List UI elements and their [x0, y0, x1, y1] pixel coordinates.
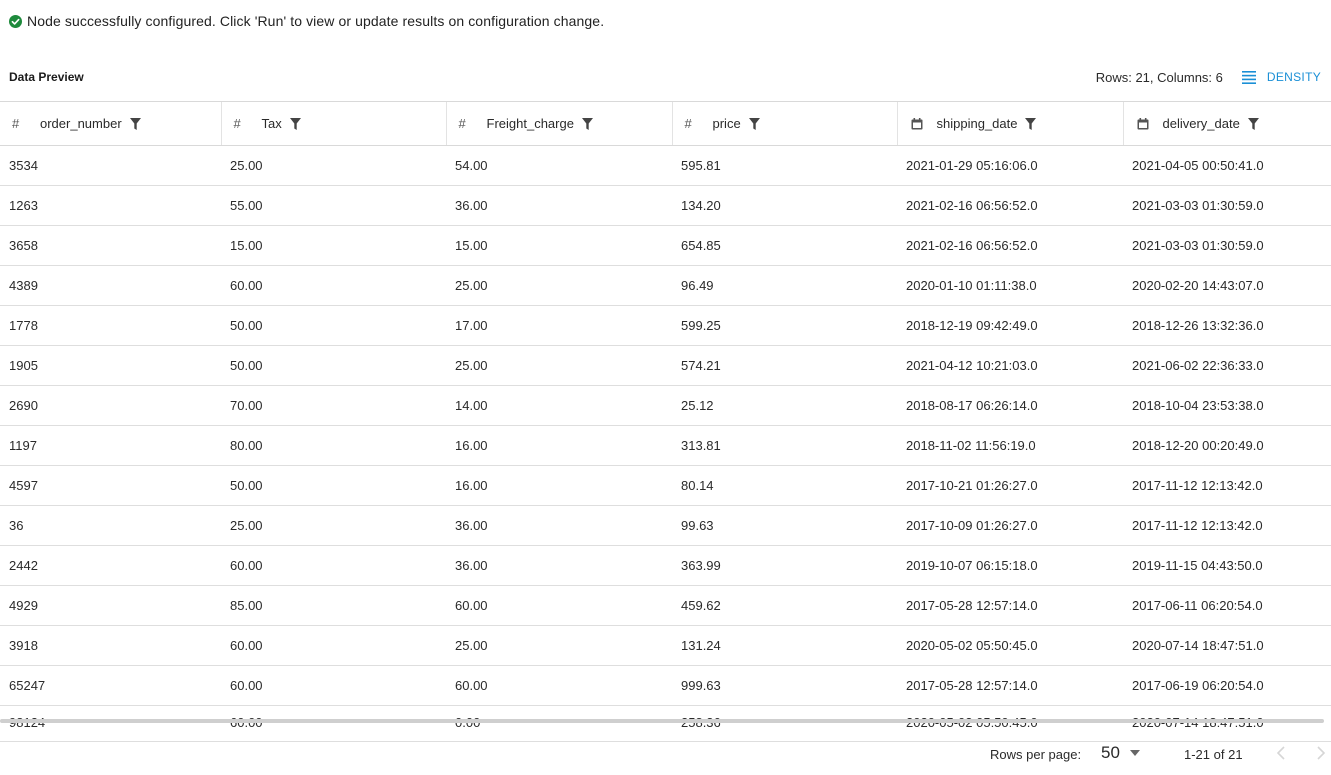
- table-cell: 2019-11-15 04:43:50.0: [1123, 546, 1331, 586]
- column-name: price: [712, 116, 741, 131]
- table-cell: 70.00: [221, 386, 446, 426]
- table-cell: 2021-02-16 06:56:52.0: [897, 186, 1123, 226]
- filter-icon[interactable]: [130, 118, 141, 130]
- table-cell: [0, 706, 221, 742]
- table-cell: 131.24: [672, 626, 897, 666]
- page-range: 1-21 of 21: [1184, 747, 1243, 762]
- table-cell: 25.00: [221, 146, 446, 186]
- table-cell: 14.00: [446, 386, 672, 426]
- table-cell: 60.00: [446, 586, 672, 626]
- table-cell: 96.49: [672, 266, 897, 306]
- table-cell: 1905: [0, 346, 221, 386]
- chevron-down-icon: [1130, 750, 1140, 756]
- table-cell: 2021-04-05 00:50:41.0: [1123, 146, 1331, 186]
- table-cell: 99.63: [672, 506, 897, 546]
- table-row[interactable]: [0, 506, 1331, 546]
- table-cell: 3918: [0, 626, 221, 666]
- table-cell: 3658: [0, 226, 221, 266]
- table-cell: 1197: [0, 426, 221, 466]
- table-cell: [1123, 706, 1331, 742]
- table-cell: [221, 706, 446, 742]
- table-cell: [672, 706, 897, 742]
- column-header-shipping-date[interactable]: [897, 102, 1123, 146]
- table-cell: 2017-11-12 12:13:42.0: [1123, 506, 1331, 546]
- table-row[interactable]: [0, 226, 1331, 266]
- table-cell: 15.00: [221, 226, 446, 266]
- table-cell: 4389: [0, 266, 221, 306]
- next-page-icon[interactable]: [1316, 746, 1326, 760]
- table-cell: 2020-07-14 18:47:51.0: [1123, 626, 1331, 666]
- filter-icon[interactable]: [290, 118, 301, 130]
- density-label: DENSITY: [1266, 70, 1321, 84]
- table-row[interactable]: [0, 346, 1331, 386]
- table-cell: 2442: [0, 546, 221, 586]
- table-cell: 313.81: [672, 426, 897, 466]
- table-header-row: [0, 102, 1331, 146]
- column-header-content: [1133, 116, 1331, 131]
- table-cell: 25.00: [446, 626, 672, 666]
- check-circle-icon: [9, 15, 22, 28]
- density-button[interactable]: [1242, 70, 1321, 84]
- table-cell: 50.00: [221, 466, 446, 506]
- table-cell: 2017-10-09 01:26:27.0: [897, 506, 1123, 546]
- table-cell: 15.00: [446, 226, 672, 266]
- table-cell: 25.00: [446, 346, 672, 386]
- table-cell: 80.14: [672, 466, 897, 506]
- table-cell: 1263: [0, 186, 221, 226]
- table-cell: 25.00: [221, 506, 446, 546]
- table-cell: 2017-11-12 12:13:42.0: [1123, 466, 1331, 506]
- table-cell: 54.00: [446, 146, 672, 186]
- table-cell: 2020-02-20 14:43:07.0: [1123, 266, 1331, 306]
- table-cell: 4597: [0, 466, 221, 506]
- table-cell: 2019-10-07 06:15:18.0: [897, 546, 1123, 586]
- table-cell: 2018-12-26 13:32:36.0: [1123, 306, 1331, 346]
- table-pagination: [0, 738, 1331, 772]
- horizontal-scrollbar[interactable]: [0, 719, 1324, 723]
- status-message: [9, 12, 604, 30]
- table-cell: 2018-10-04 23:53:38.0: [1123, 386, 1331, 426]
- table-cell: 2021-03-03 01:30:59.0: [1123, 226, 1331, 266]
- data-table-container[interactable]: [0, 101, 1331, 722]
- table-cell: 36: [0, 506, 221, 546]
- table-row[interactable]: [0, 466, 1331, 506]
- table-cell: 2021-02-16 06:56:52.0: [897, 226, 1123, 266]
- density-icon: [1242, 71, 1256, 84]
- table-cell: 2017-10-21 01:26:27.0: [897, 466, 1123, 506]
- column-header-order-number[interactable]: [0, 102, 221, 146]
- filter-icon[interactable]: [749, 118, 760, 130]
- table-cell: 36.00: [446, 506, 672, 546]
- table-cell: 595.81: [672, 146, 897, 186]
- column-name: order_number: [40, 116, 122, 131]
- table-row[interactable]: [0, 386, 1331, 426]
- table-cell: 574.21: [672, 346, 897, 386]
- data-preview-title: Data Preview: [9, 70, 84, 84]
- rows-per-page-select[interactable]: [1101, 743, 1140, 763]
- table-cell: 17.00: [446, 306, 672, 346]
- data-preview-header: [0, 58, 1331, 96]
- column-header-content: [907, 116, 1123, 131]
- table-cell: 2020-05-02 05:50:45.0: [897, 626, 1123, 666]
- data-table: [0, 102, 1331, 742]
- column-header-content: [682, 116, 897, 131]
- table-cell: 36.00: [446, 186, 672, 226]
- table-cell: 1778: [0, 306, 221, 346]
- table-cell: 2020-01-10 01:11:38.0: [897, 266, 1123, 306]
- filter-icon[interactable]: [1248, 118, 1259, 130]
- column-name: delivery_date: [1162, 116, 1240, 131]
- table-cell: 60.00: [221, 666, 446, 706]
- column-header-price[interactable]: [672, 102, 897, 146]
- table-cell: 60.00: [221, 626, 446, 666]
- table-cell: 2018-11-02 11:56:19.0: [897, 426, 1123, 466]
- numeric-type-icon: #: [233, 116, 241, 131]
- table-cell: 16.00: [446, 426, 672, 466]
- table-row[interactable]: [0, 186, 1331, 226]
- table-cell: [446, 706, 672, 742]
- table-cell: 2018-12-19 09:42:49.0: [897, 306, 1123, 346]
- numeric-type-icon: #: [12, 116, 20, 131]
- column-header-content: [231, 116, 446, 131]
- table-cell: 2021-03-03 01:30:59.0: [1123, 186, 1331, 226]
- table-cell: 2017-06-19 06:20:54.0: [1123, 666, 1331, 706]
- table-cell: 60.00: [221, 546, 446, 586]
- table-cell: 85.00: [221, 586, 446, 626]
- table-cell: 2017-05-28 12:57:14.0: [897, 666, 1123, 706]
- table-row[interactable]: [0, 626, 1331, 666]
- table-cell: 2021-01-29 05:16:06.0: [897, 146, 1123, 186]
- column-name: Freight_charge: [486, 116, 574, 131]
- column-name: shipping_date: [936, 116, 1018, 131]
- table-cell: 2017-06-11 06:20:54.0: [1123, 586, 1331, 626]
- table-cell: 459.62: [672, 586, 897, 626]
- table-cell: 60.00: [221, 266, 446, 306]
- calendar-icon: [1137, 118, 1149, 130]
- table-cell: 2021-04-12 10:21:03.0: [897, 346, 1123, 386]
- column-header-freight-charge[interactable]: [446, 102, 672, 146]
- column-header-content: [456, 116, 672, 131]
- table-row[interactable]: [0, 146, 1331, 186]
- filter-icon[interactable]: [1025, 118, 1036, 130]
- column-header-content: [9, 116, 221, 131]
- table-row[interactable]: [0, 666, 1331, 706]
- table-cell: 999.63: [672, 666, 897, 706]
- table-cell: 25.00: [446, 266, 672, 306]
- table-cell: 50.00: [221, 306, 446, 346]
- calendar-icon: [911, 118, 923, 130]
- table-cell: 3534: [0, 146, 221, 186]
- column-header-tax[interactable]: [221, 102, 446, 146]
- table-cell: 2021-06-02 22:36:33.0: [1123, 346, 1331, 386]
- table-cell: 80.00: [221, 426, 446, 466]
- table-cell: 654.85: [672, 226, 897, 266]
- table-body: [0, 146, 1331, 742]
- table-cell: 65247: [0, 666, 221, 706]
- column-header-delivery-date[interactable]: [1123, 102, 1331, 146]
- table-row[interactable]: [0, 546, 1331, 586]
- table-cell: 2018-12-20 00:20:49.0: [1123, 426, 1331, 466]
- rows-per-page-label: Rows per page:: [990, 747, 1082, 762]
- table-row[interactable]: [0, 306, 1331, 346]
- table-cell: [897, 706, 1123, 742]
- table-cell: 16.00: [446, 466, 672, 506]
- header-right: [1096, 70, 1321, 85]
- rows-columns-count: Rows: 21, Columns: 6: [1095, 69, 1223, 85]
- table-cell: 2018-08-17 06:26:14.0: [897, 386, 1123, 426]
- column-name: Tax: [261, 116, 282, 131]
- table-cell: 55.00: [221, 186, 446, 226]
- table-cell: 2017-05-28 12:57:14.0: [897, 586, 1123, 626]
- table-cell: 2690: [0, 386, 221, 426]
- table-cell: 25.12: [672, 386, 897, 426]
- rows-per-page-value: 50: [1101, 743, 1120, 762]
- table-cell: 60.00: [446, 666, 672, 706]
- table-cell: 134.20: [672, 186, 897, 226]
- previous-page-icon[interactable]: [1276, 746, 1286, 760]
- table-cell: 599.25: [672, 306, 897, 346]
- table-row[interactable]: [0, 426, 1331, 466]
- table-cell: 363.99: [672, 546, 897, 586]
- table-row[interactable]: [0, 586, 1331, 626]
- numeric-type-icon: #: [684, 116, 692, 131]
- table-row[interactable]: [0, 266, 1331, 306]
- table-row[interactable]: [0, 706, 1331, 742]
- filter-icon[interactable]: [582, 118, 593, 130]
- status-text: Node successfully configured. Click 'Run' to view or update results on configuration change.: [27, 13, 605, 29]
- table-cell: 50.00: [221, 346, 446, 386]
- table-cell: 4929: [0, 586, 221, 626]
- numeric-type-icon: #: [458, 116, 466, 131]
- table-cell: 36.00: [446, 546, 672, 586]
